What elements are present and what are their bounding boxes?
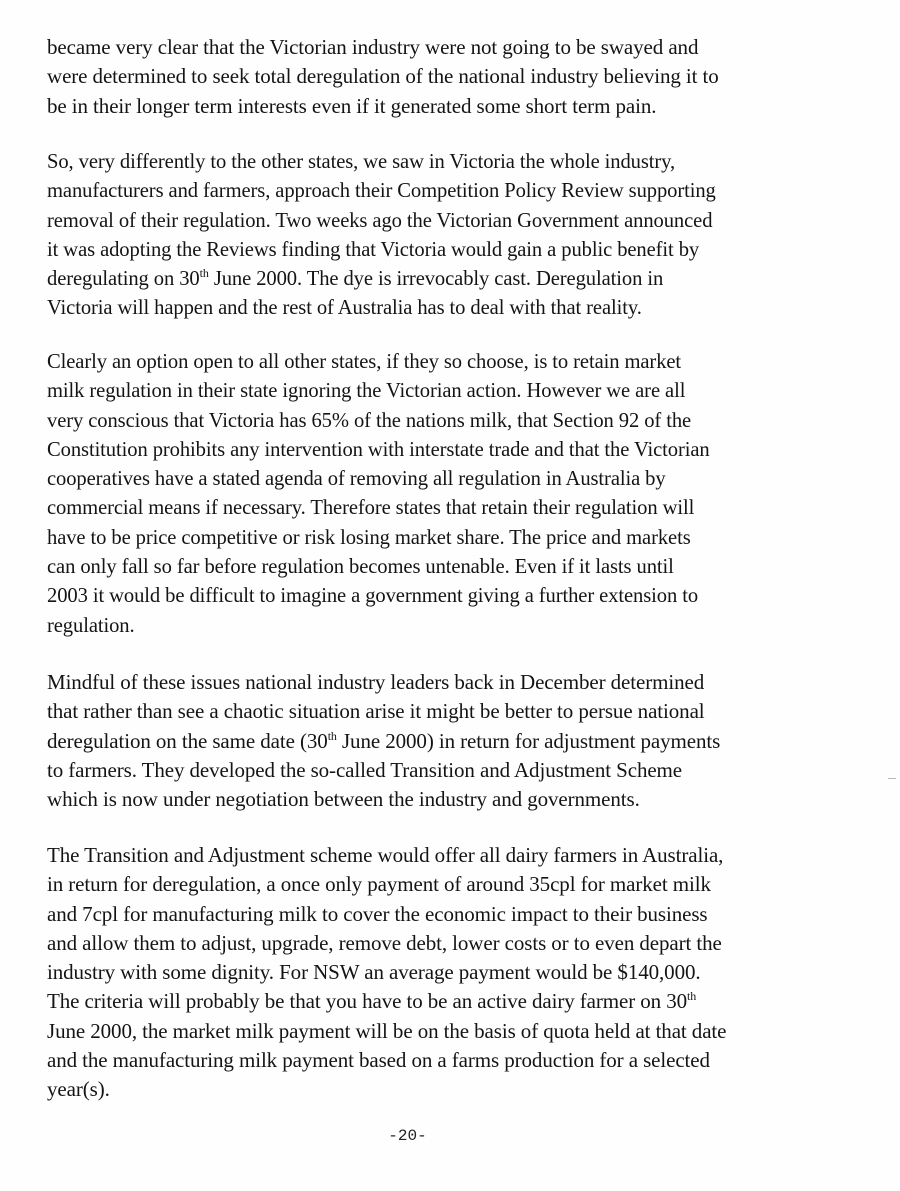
paragraph-victoria-deregulation <box>47 148 837 324</box>
paragraph-text-part-b: June 2000. The dye is irrevocably cast. Deregulation in Victoria will happen and the rest of Australia has to deal with that reality. <box>47 268 664 320</box>
paragraph-text-part-b: June 2000, the market milk payment will be on the basis of quota held at that date and the manufacturing milk payment based on a farms production for a selected year(s). <box>47 1018 727 1102</box>
paragraph-other-states-option <box>47 348 837 641</box>
page-number: -20- <box>388 1127 427 1145</box>
paragraph-text: became very clear that the Victorian industry were not going to be swayed and were determined to seek total deregulation of the national industry believing it to be in their longer term interests even if it generated some short term pain. <box>47 35 719 118</box>
paragraph-victorian-industry-stance <box>47 33 837 121</box>
paragraph-text-part-a: So, very differently to the other states, we saw in Victoria the whole industry, manufacturers and farmers, approach their Competition Policy Review supporting removal of their regulation. Two weeks ago the Victorian Government announced it was adopting the Reviews finding that Victoria would gain a public benefit by deregulating on 30 <box>47 151 716 291</box>
ordinal-superscript: th <box>199 266 209 281</box>
paragraph-text: Clearly an option open to all other states, if they so choose, is to retain market milk regulation in their state ignoring the Victorian action. However we are all very conscious that Victoria has 65% of the nations milk, that Section 92 of the Constitution prohibits any intervention with interstate trade and that the Victorian cooperatives have a stated agenda of removing all regulation in Australia by commercial means if necessary. Therefore states that retain their regulation will have to be price competitive or risk losing market share. The price and markets can only fall so far before regulation becomes untenable. Even if it lasts until 2003 it would be difficult to imagine a government giving a further extension to regulation. <box>47 351 710 637</box>
paragraph-transition-adjustment-scheme <box>47 841 847 1105</box>
paragraph-text-part-a: Mindful of these issues national industry leaders back in December determined that rather than see a chaotic situation arise it might be better to persue national deregulation on the same date (30 <box>47 670 705 753</box>
paragraph-national-industry-leaders <box>47 668 837 814</box>
ordinal-superscript: th <box>687 989 697 1004</box>
paragraph-text-part-a: The Transition and Adjustment scheme would offer all dairy farmers in Australia, in return for deregulation, a once only payment of around 35cpl for market milk and 7cpl for manufacturing milk to cover the economic impact to their business and allow them to adjust, upgrade, remove debt, lower costs or to even depart the industry with some dignity. For NSW an average payment would be $140,000. The criteria will probably be that you have to be an active dairy farmer on 30 <box>47 843 724 1014</box>
ordinal-superscript: th <box>327 728 337 743</box>
scan-speck <box>888 778 896 779</box>
paragraph-text-part-b: June 2000) in return for adjustment payments to farmers. They developed the so-called Transition and Adjustment Scheme which is now under negotiation between the industry and governments. <box>47 728 721 812</box>
